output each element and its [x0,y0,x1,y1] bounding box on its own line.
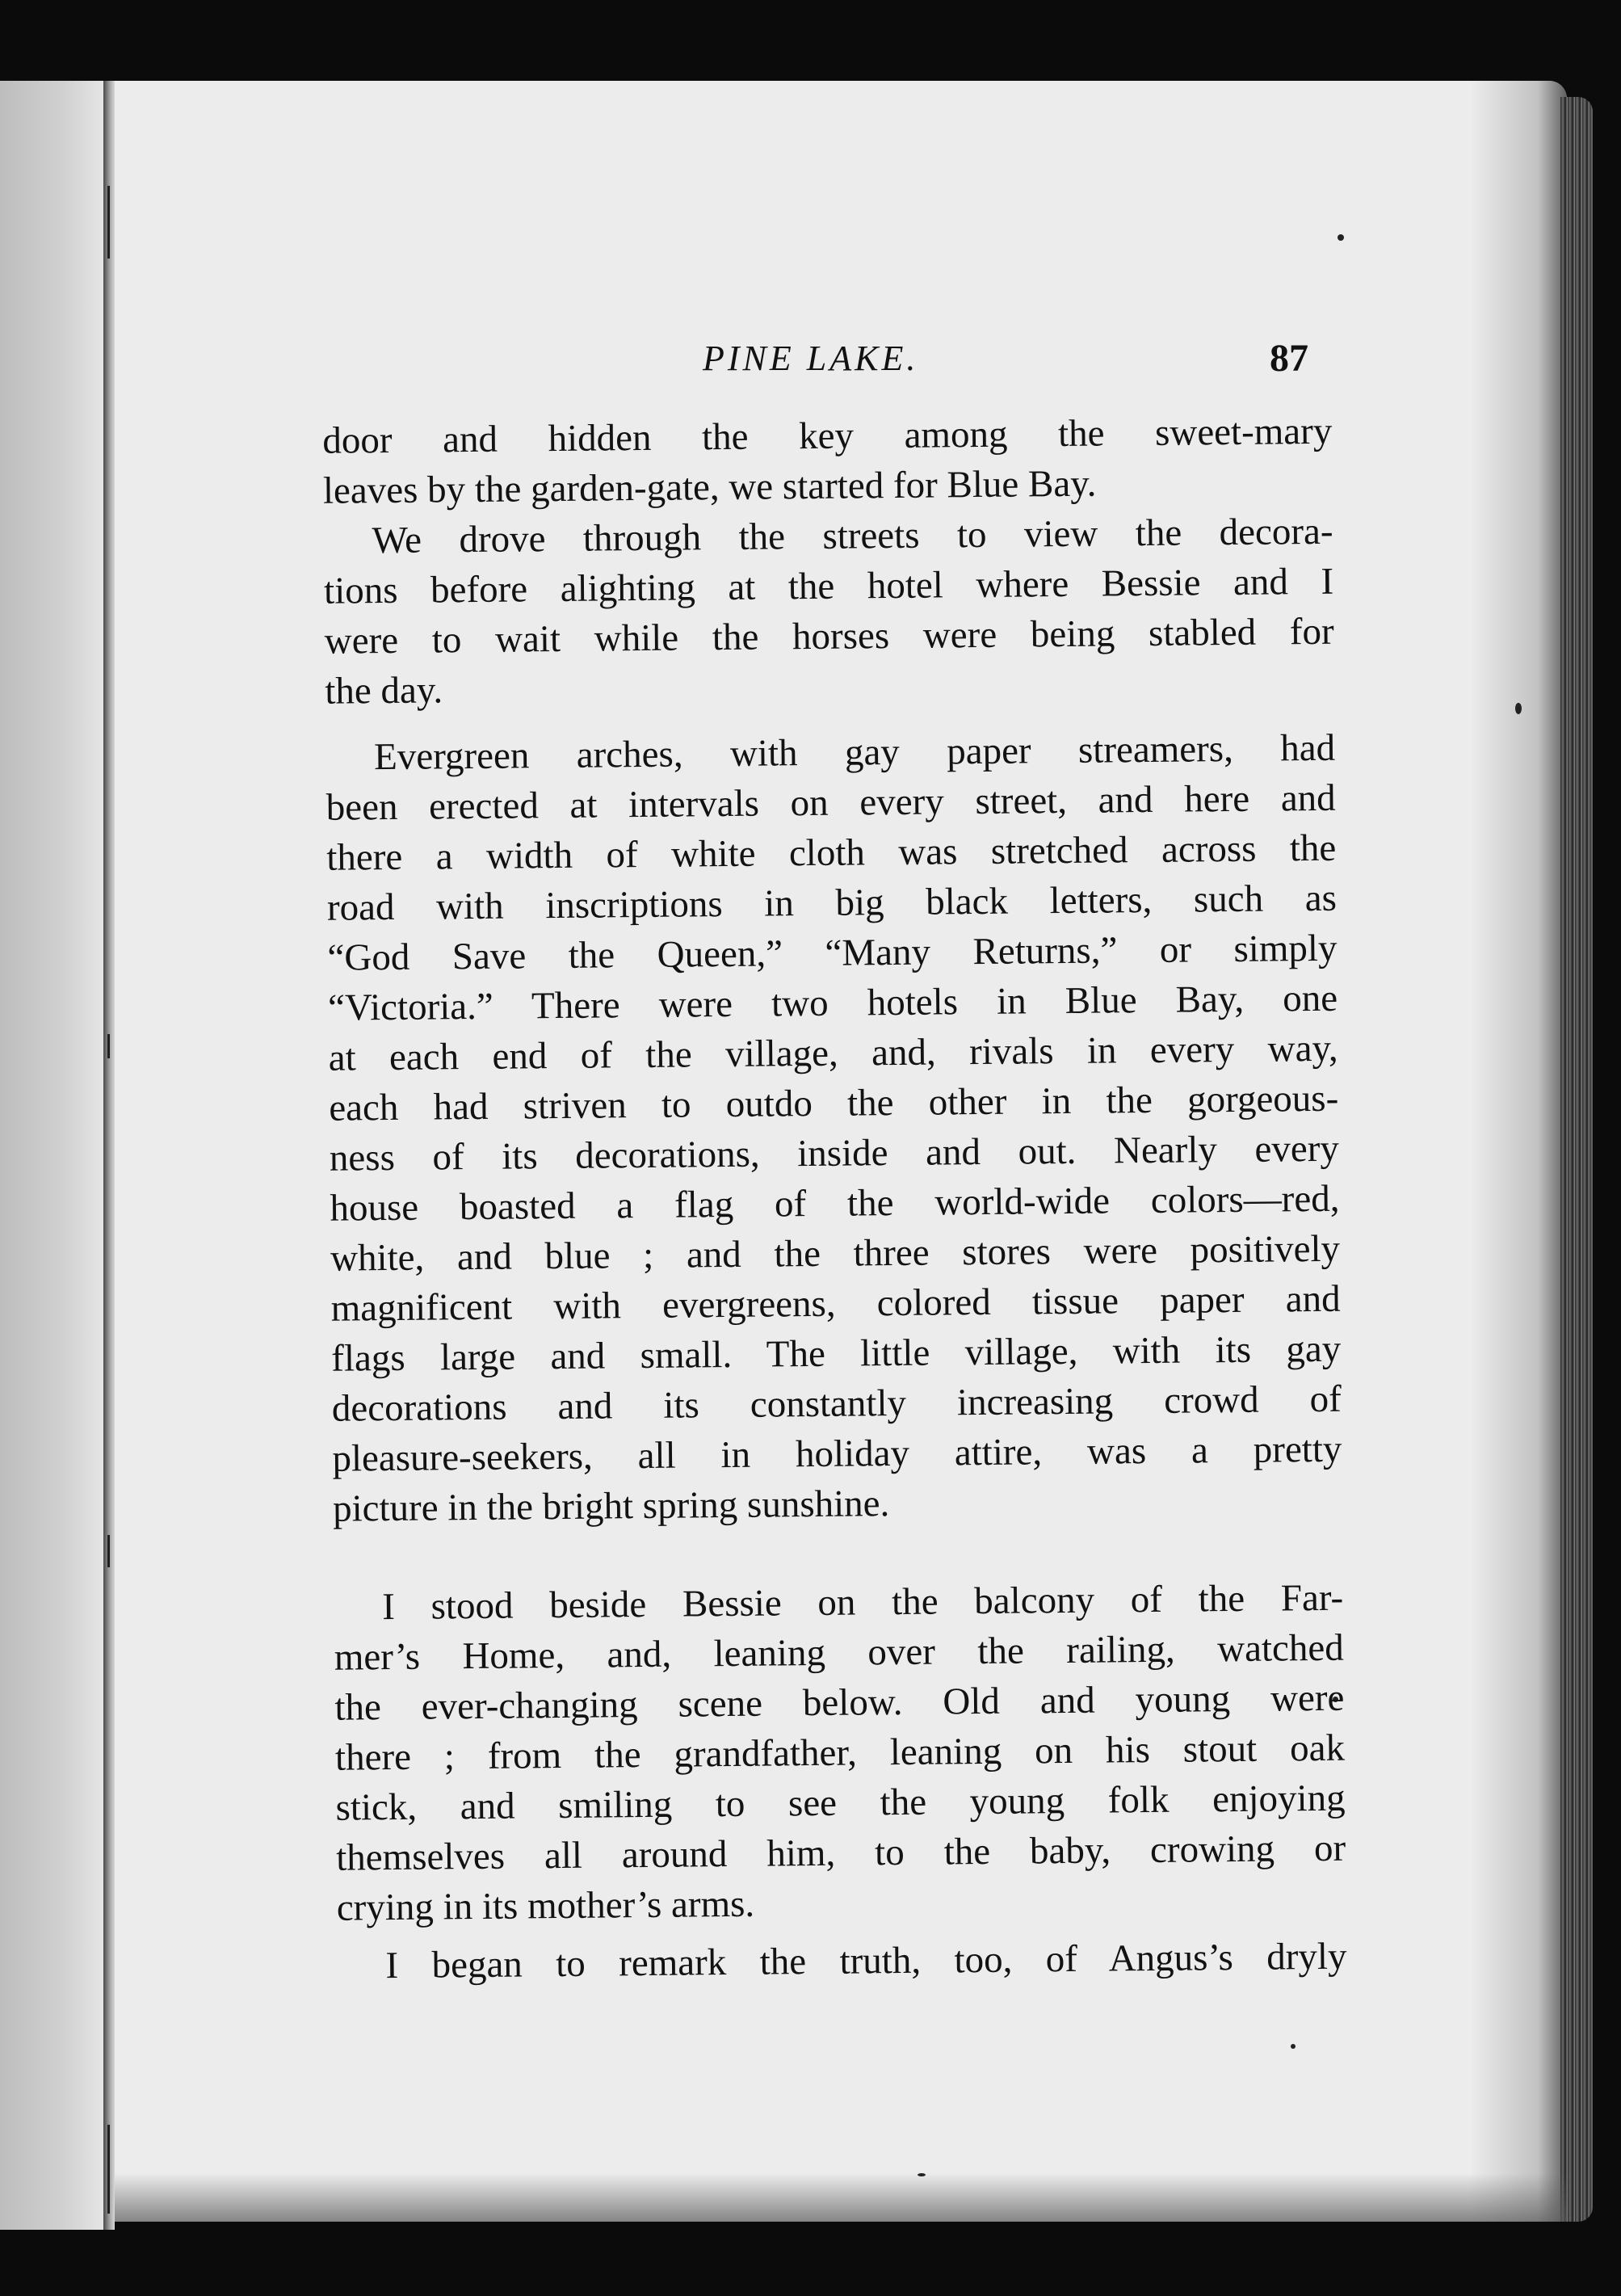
text-line: picture in the bright spring sunshine. [332,1482,890,1530]
text-line: tions before alighting at the hotel where Bessie and I [323,560,1334,612]
text-line: each had striven to outdo the other in the gorgeous- [329,1077,1339,1129]
text-line: crying in its mother’s arms. [336,1882,755,1929]
text-line: were to wait while the horses were being stabled for [324,610,1334,662]
text-line: flags large and small. The little village, with its gay [331,1327,1342,1380]
text-line: there a width of white cloth was stretched across the [326,826,1337,879]
text-line: We drove through the streets to view the decora- [372,510,1333,562]
text-line: pleasure-seekers, all in holiday attire, was a pretty [332,1428,1342,1480]
text-line: “God Save the Queen,” “Many Returns,” or simply [327,927,1338,979]
page-number: 87 [1270,337,1308,380]
text-line: Evergreen arches, with gay paper streamers, had [373,726,1336,779]
text-line: I stood beside Bessie on the balcony of the Far- [381,1576,1344,1629]
text-line: at each end of the village, and, rivals in every way, [328,1027,1338,1079]
text-line: “Victoria.” There were two hotels in Blue Bay, one [327,977,1338,1029]
text-line: white, and blue ; and the three stores were positively [330,1227,1341,1280]
running-head: PINE LAKE. [703,339,919,378]
text-line: magnificent with evergreens, colored tissue paper and [330,1277,1341,1330]
text-line: leaves by the garden-gate, we started for Blue Bay. [322,462,1097,512]
text-line: door and hidden the key among the sweet-mary [322,410,1333,462]
text-line: the day. [325,669,443,713]
text-line: the ever-changing scene below. Old and young were [334,1676,1345,1729]
text-line: themselves all around him, to the baby, crowing or [335,1827,1346,1879]
text-line: mer’s Home, and, leaning over the railing, watched [334,1626,1345,1679]
text-line: stick, and smiling to see the young folk enjoying [335,1777,1346,1829]
text-line: house boasted a flag of the world-wide colors—red, [330,1177,1340,1230]
text-line: ness of its decorations, inside and out. Nearly every [329,1127,1340,1180]
text-line: been erected at intervals on every street, and here and [325,776,1336,829]
text-line: road with inscriptions in big black letters, such as [326,877,1338,929]
text-line: I began to remark the truth, too, of Angus’s dryly [385,1935,1347,1987]
text-line: decorations and its constantly increasing crowd of [331,1377,1342,1430]
text-line: there ; from the grandfather, leaning on his stout oak [334,1726,1346,1779]
